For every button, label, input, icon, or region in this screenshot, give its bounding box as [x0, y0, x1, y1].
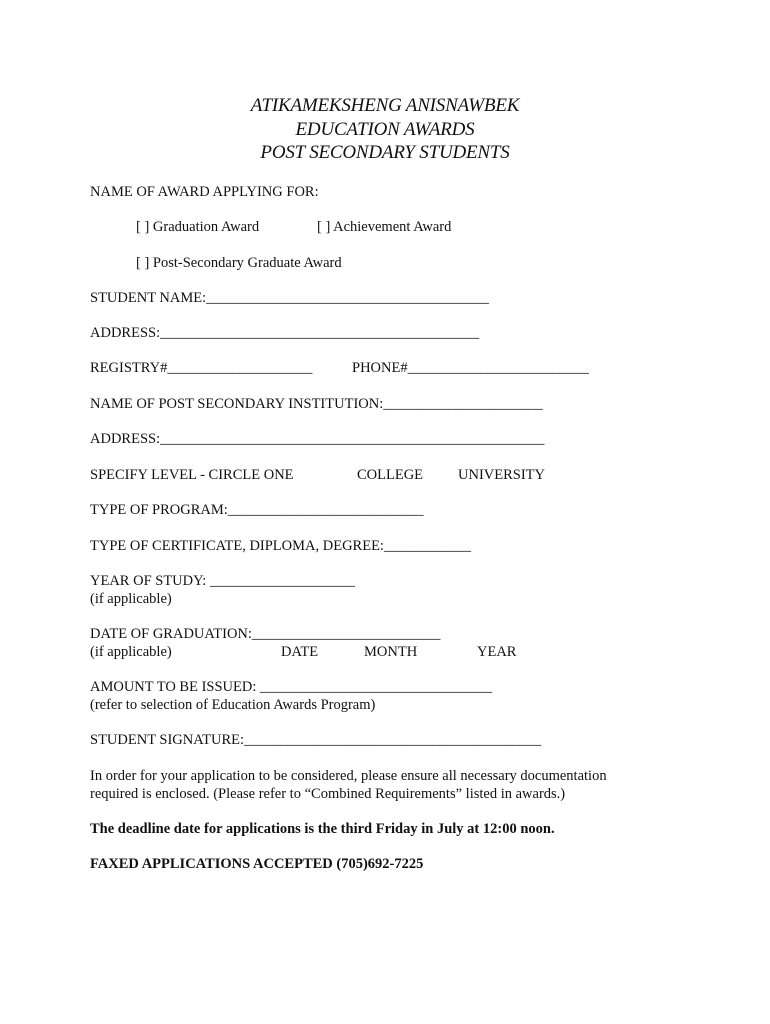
- title-line-awards: EDUCATION AWARDS: [295, 118, 475, 140]
- deadline-notice: The deadline date for applications is the third Friday in July at 12:00 noon.: [90, 821, 555, 837]
- certificate-field[interactable]: TYPE OF CERTIFICATE, DIPLOMA, DEGREE:____________: [90, 538, 471, 554]
- amount-field[interactable]: AMOUNT TO BE ISSUED: ________________________________: [90, 679, 492, 695]
- month-label: MONTH: [364, 644, 418, 660]
- graduation-date-field[interactable]: DATE OF GRADUATION:__________________________: [90, 626, 441, 642]
- graduation-date-note: (if applicable): [90, 644, 172, 660]
- registry-field[interactable]: REGISTRY#____________________: [90, 360, 313, 376]
- signature-field[interactable]: STUDENT SIGNATURE:_________________________________________: [90, 732, 542, 748]
- level-label: SPECIFY LEVEL - CIRCLE ONE: [90, 467, 294, 483]
- form-title: [0, 94, 770, 165]
- phone-field[interactable]: PHONE#_________________________: [352, 360, 589, 376]
- year-of-study-field[interactable]: YEAR OF STUDY: ____________________: [90, 573, 355, 589]
- award-type-label: NAME OF AWARD APPLYING FOR:: [90, 184, 319, 200]
- institution-address-field[interactable]: ADDRESS:_____________________________________________________: [90, 431, 545, 447]
- level-college-option[interactable]: COLLEGE: [357, 467, 424, 483]
- student-name-field[interactable]: STUDENT NAME:_______________________________________: [90, 290, 489, 306]
- level-university-option[interactable]: UNIVERSITY: [458, 467, 545, 483]
- title-line-organization: ATIKAMEKSHENG ANISNAWBEK: [250, 95, 520, 116]
- program-field[interactable]: TYPE OF PROGRAM:___________________________: [90, 502, 424, 518]
- post-secondary-graduate-award-checkbox[interactable]: [ ] Post-Secondary Graduate Award: [136, 255, 342, 271]
- institution-field[interactable]: NAME OF POST SECONDARY INSTITUTION:______________________: [90, 396, 543, 412]
- title-line-students: POST SECONDARY STUDENTS: [260, 142, 510, 163]
- date-label: DATE: [281, 644, 319, 660]
- amount-note: (refer to selection of Education Awards Program): [90, 697, 376, 713]
- documentation-note-line2: required is enclosed. (Please refer to “Combined Requirements” listed in awards.): [90, 786, 566, 802]
- achievement-award-checkbox[interactable]: [ ] Achievement Award: [317, 219, 452, 235]
- graduation-award-checkbox[interactable]: [ ] Graduation Award: [136, 219, 260, 235]
- documentation-note-line1: In order for your application to be considered, please ensure all necessary documentation: [90, 768, 607, 784]
- fax-notice: FAXED APPLICATIONS ACCEPTED (705)692-7225: [90, 856, 424, 872]
- address-field[interactable]: ADDRESS:____________________________________________: [90, 325, 480, 341]
- year-of-study-note: (if applicable): [90, 591, 172, 607]
- year-label: YEAR: [477, 644, 517, 660]
